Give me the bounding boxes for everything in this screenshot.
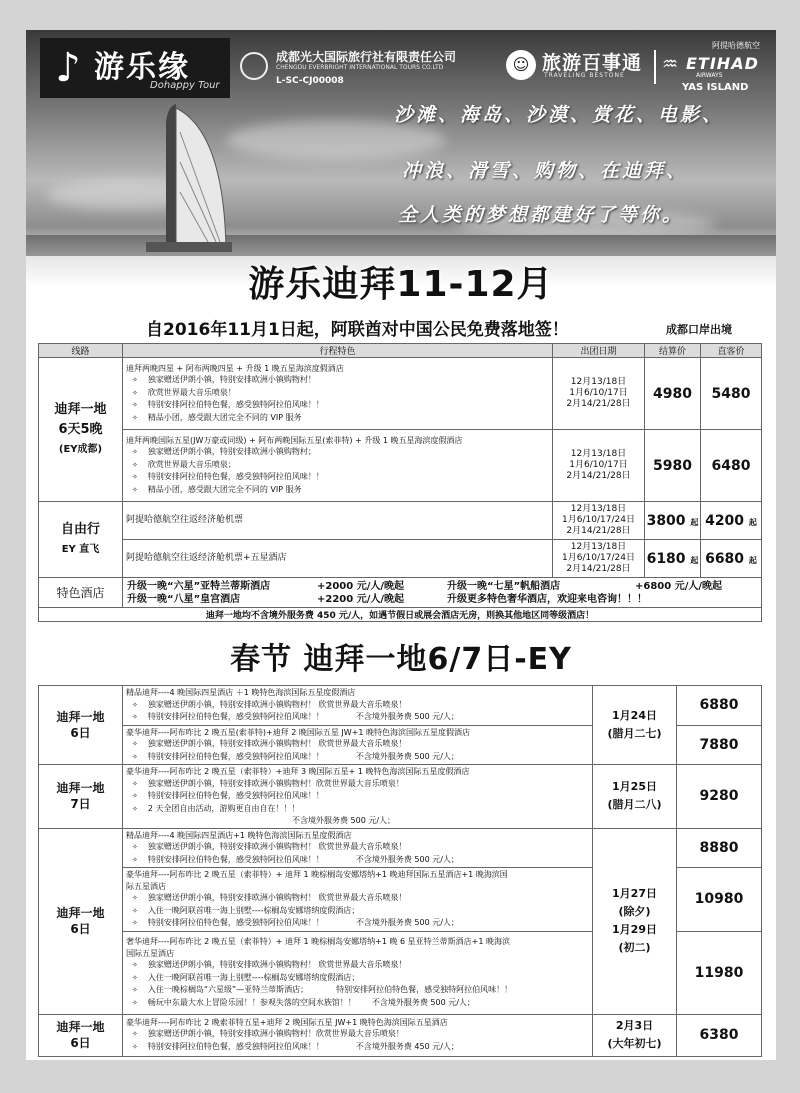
settle-price: 5980	[645, 430, 701, 502]
price-unit: 起	[748, 555, 757, 565]
route-days: 6日	[70, 726, 91, 740]
main-title: 游乐迪拜11-12月	[248, 264, 554, 305]
hotel-option: 升级更多特色奢华酒店，欢迎来电咨询！！！	[447, 593, 647, 605]
date-line: 1月6/10/17日	[569, 388, 628, 398]
slogan-line: 冲浪、滑雪、购物、在迪拜、	[402, 160, 689, 182]
route-cell	[39, 358, 123, 502]
itinerary-bullet: ✧ 特别安排阿拉伯特色餐，感受独特阿拉伯风味！！	[126, 399, 549, 412]
itinerary-bullet: ✧ 特别安排阿拉伯特色餐，感受独特阿拉伯风味！！ 不含境外服务费 500 元/人；	[126, 854, 589, 867]
table-row	[39, 828, 762, 868]
itinerary-bullet: ✧ 独家赠送伊朗小镇，特别安排欧洲小镇购物村！ 欣赏世界最大音乐喷泉！	[126, 841, 589, 854]
date-line: (除夕)	[618, 905, 651, 918]
package-price: 8880	[677, 828, 762, 868]
settle-price	[645, 502, 701, 540]
departure-tag: 成都口岸出境	[666, 323, 732, 336]
package-price: 11980	[677, 931, 762, 1014]
price-unit: 起	[690, 517, 699, 527]
date-line: 12月13/18日	[570, 504, 627, 514]
itinerary-bullet: ✧ 独家赠送伊朗小镇，特别安排欧洲小镇购物村！欣赏世界最大音乐喷泉！	[126, 778, 589, 791]
spring-festival-title: 春节 迪拜一地6/7日-EY	[230, 642, 572, 677]
dates-cell	[593, 1014, 677, 1056]
itinerary-note: 不含境外服务费 500 元/人；	[132, 816, 396, 825]
itinerary-bullet: ✧ 畅玩中东最大水上冒险乐园！！参观失落的空间水族馆！！ 不含境外服务费 500 元/人；	[126, 997, 589, 1010]
table-row	[39, 540, 762, 578]
itinerary-cell	[123, 868, 593, 932]
package-price: 10980	[677, 868, 762, 932]
etihad-name: ETIHAD	[686, 54, 759, 73]
etihad-emblem-icon: ♒	[662, 54, 679, 75]
agency-english-name: CHENGDU EVERBRIGHT INTERNATIONAL TOURS CO.LTD	[276, 64, 444, 71]
slogan-line: 沙滩、海岛、沙漠、赏花、电影、	[394, 104, 725, 126]
itinerary-title: 迪拜两晚四星 + 阿布两晚四星 + 升级 1 晚五星海滨度假酒店	[126, 363, 344, 373]
route-cell	[39, 502, 123, 578]
hotel-price: +2200 元/人/晚起	[317, 593, 404, 605]
itinerary-cell: 阿提哈德航空往返经济舱机票+五星酒店	[123, 540, 553, 578]
itinerary-bullet: ✧ 独家赠送伊朗小镇，特别安排欧洲小镇购物村！ 欣赏世界最大音乐喷泉！	[126, 959, 589, 972]
route-cell	[39, 828, 123, 1014]
date-line: 1月6/10/17/24日	[562, 515, 635, 525]
dubai-nov-dec-table	[38, 343, 762, 622]
table-row	[39, 502, 762, 540]
itinerary-cell	[123, 1014, 593, 1056]
table-row	[39, 608, 762, 622]
price-unit: 起	[748, 517, 757, 527]
itinerary-title: 精品迪拜----4 晚国际四星酒店+1 晚特色海滨国际五星度假酒店	[126, 830, 352, 840]
hotel-label: 特色酒店	[39, 578, 123, 608]
itinerary-title: 豪华迪拜----阿布咋比 2 晚五星（索菲特）+ 迪拜 1 晚棕榈岛安娜塔纳+1 晚迪拜国际五星酒店+1 晚海滨国	[126, 870, 508, 879]
itinerary-bullet: ✧ 入住一晚阿联首唯一海上别墅----棕榈岛安娜塔纳度假酒店；	[126, 905, 589, 918]
route-name: 迪拜一地	[54, 401, 107, 417]
itinerary-bullet: ✧ 特别安排阿拉伯特色餐，感受独特阿拉伯风味！！ 不含境外服务费 450 元/人；	[126, 1041, 589, 1054]
direct-price	[701, 540, 762, 578]
route-cell	[39, 686, 123, 765]
itinerary-bullet: ✧ 独家赠送伊朗小镇，特别安排欧洲小镇购物村！	[126, 374, 549, 387]
settle-price	[645, 540, 701, 578]
route-code: EY 直飞	[61, 543, 100, 555]
itinerary-title: 精品迪拜----4 晚国际四星酒店 ＋1 晚特色海滨国际五星度假酒店	[126, 688, 356, 697]
itinerary-cell	[123, 430, 553, 502]
date-line: 2月14/21/28日	[566, 526, 631, 536]
settle-price: 4980	[645, 358, 701, 430]
itinerary-bullet: ✧ 欣赏世界最大音乐喷泉！	[126, 387, 549, 400]
divider	[654, 50, 656, 84]
itinerary-title: 迪拜两晚国际五星(JW万豪或同级) + 阿布两晚国际五星(索菲特) + 升级 1 晚五星海滨度假酒店	[126, 435, 463, 445]
price-value: 4200	[705, 512, 745, 529]
header-settle-price: 结算价	[645, 344, 701, 358]
date-line: (腊月二八)	[607, 798, 662, 812]
itinerary-bullet: ✧ 特别安排阿拉伯特色餐，感受独特阿拉伯风味！！	[126, 790, 589, 803]
itinerary-bullet: ✧ 独家赠送伊朗小镇，特别安排欧洲小镇购物村；	[126, 446, 549, 459]
date-line: 12月13/18日	[570, 542, 627, 552]
spring-festival-table	[38, 685, 762, 1057]
table-row	[39, 578, 762, 608]
footnote: 迪拜一地均不含境外服务费 450 元/人，如遇节假日或展会酒店无房，则换其他地区同等级酒店！	[39, 608, 762, 622]
date-line: (大年初七)	[607, 1037, 662, 1050]
dates-cell	[553, 358, 645, 430]
visa-subtitle: 自2016年11月1日起，阿联酋对中国公民免费落地签！	[146, 320, 569, 340]
travel-bestone-icon: ☺	[506, 50, 536, 80]
price-value: 6680	[705, 550, 745, 567]
hotel-row	[127, 580, 757, 593]
logo-text: 游乐缘	[94, 50, 190, 85]
header-route: 线路	[39, 344, 123, 358]
itinerary-bullet: ✧ 精品小团，感受跟大团完全不同的 VIP 服务	[126, 484, 549, 497]
itinerary-bullet: ✧ 独家赠送伊朗小镇，特别安排欧洲小镇购物村！ 欣赏世界最大音乐喷泉！	[126, 738, 589, 751]
itinerary-cell	[123, 358, 553, 430]
itinerary-title: 豪华迪拜----阿布咋比 2 晚五星（索菲特）+迪拜 3 晚国际五星+ 1 晚特色海滨国际五星度假酒店	[126, 767, 470, 776]
hotel-row	[127, 593, 757, 606]
itinerary-bullet: ✧ 独家赠送伊朗小镇，特别安排欧洲小镇购物村！ 欣赏世界最大音乐喷泉！	[126, 892, 589, 905]
itinerary-bullet: ✧ 特别安排阿拉伯特色餐，感受独特阿拉伯风味！！ 不含境外服务费 500 元/人；	[126, 711, 589, 724]
route-name: 迪拜一地	[56, 906, 105, 920]
direct-price: 5480	[701, 358, 762, 430]
dates-cell	[553, 540, 645, 578]
itinerary-cell	[123, 686, 593, 726]
route-name: 迪拜一地	[56, 1020, 105, 1034]
table-row	[39, 1014, 762, 1056]
itinerary-cell	[123, 725, 593, 765]
itinerary-bullet: ✧ 特别安排阿拉伯特色餐，感受独特阿拉伯风味！！	[126, 471, 549, 484]
table-row	[39, 430, 762, 502]
itinerary-bullet: ✧ 精品小团，感受跟大团完全不同的 VIP 服务	[126, 412, 549, 425]
date-line: 1月25日	[612, 780, 657, 794]
table-row	[39, 358, 762, 430]
table-header	[39, 344, 762, 358]
itinerary-bullet: ✧ 独家赠送伊朗小镇，特别安排欧洲小镇购物村！ 欣赏世界最大音乐喷泉！	[126, 699, 589, 712]
dates-cell	[593, 686, 677, 765]
burj-al-arab-icon	[146, 102, 232, 252]
agency-license: L-SC-CJ00008	[276, 76, 344, 86]
hotel-price: +6800 元/人/晚起	[635, 580, 722, 592]
route-days: 6日	[70, 922, 91, 936]
date-line: 2月14/21/28日	[566, 471, 631, 481]
hotel-option: 升级一晚“八星”皇宫酒店	[127, 593, 241, 605]
travel-bestone-en: TRAVELING BESTONE	[544, 72, 625, 79]
header-features: 行程特色	[123, 344, 553, 358]
agency-name: 成都光大国际旅行社有限责任公司	[276, 50, 457, 64]
itinerary-bullet: ✧ 独家赠送伊朗小镇，特别安排欧洲小镇购物村！欣赏世界最大音乐喷泉！	[126, 1028, 589, 1041]
itinerary-bullet: ✧ 入住一晚阿联首唯一海上别墅----棕榈岛安娜塔纳度假酒店；	[126, 972, 589, 985]
itinerary-title: 豪华迪拜----阿布咋比 2 晚索菲特五星+迪拜 2 晚国际五星 JW+1 晚特色海滨国际五星酒店	[126, 1017, 448, 1027]
slogan-line: 全人类的梦想都建好了等你。	[398, 204, 685, 226]
itinerary-cell: 阿提哈德航空往返经济舱机票	[123, 502, 553, 540]
itinerary-cell	[123, 828, 593, 868]
package-price: 6380	[677, 1014, 762, 1056]
date-line: 12月13/18日	[570, 449, 627, 459]
route-days: 7日	[70, 797, 91, 812]
price-unit: 起	[690, 555, 699, 565]
route-days: 6日	[70, 1036, 91, 1050]
date-line: 1月29日	[612, 923, 657, 936]
date-line: 2月3日	[615, 1019, 654, 1032]
yas-island: YAS ISLAND	[682, 82, 749, 93]
itinerary-bullet: ✧ 欣赏世界最大音乐喷泉；	[126, 459, 549, 472]
header-dates: 出团日期	[553, 344, 645, 358]
itinerary-title: 际五星酒店	[126, 881, 166, 891]
itinerary-bullet: ✧ 2 天全团自由活动，游购更自由自在！！！	[126, 803, 589, 816]
date-line: 12月13/18日	[570, 377, 627, 387]
itinerary-cell	[123, 765, 593, 829]
hotel-option: 升级一晚“七星”帆船酒店	[447, 580, 561, 592]
travel-bestone-name: 旅游百事通	[542, 52, 643, 74]
package-price: 7880	[677, 725, 762, 765]
itinerary-cell	[123, 931, 593, 1014]
direct-price	[701, 502, 762, 540]
route-cell	[39, 765, 123, 829]
package-price: 9280	[677, 765, 762, 829]
banner	[26, 30, 776, 288]
date-line: (初二)	[618, 941, 651, 954]
itinerary-bullet: ✧ 特别安排阿拉伯特色餐，感受独特阿拉伯风味！！ 不含境外服务费 500 元/人；	[126, 917, 589, 930]
route-name: 迪拜一地	[56, 710, 105, 724]
itinerary-bullet: ✧ 入住一晚棕榈岛“六星级”—亚特兰蒂斯酒店； 特别安排阿拉伯特色餐，感受独特阿拉伯风味！！	[126, 984, 589, 997]
date-line: 2月14/21/28日	[566, 564, 631, 574]
dates-cell	[593, 828, 677, 1014]
date-line: 1月6/10/17/24日	[562, 553, 635, 563]
header-direct-price: 直客价	[701, 344, 762, 358]
brand-logo	[40, 38, 230, 98]
date-line: (腊月二七)	[607, 727, 662, 740]
dates-cell	[553, 430, 645, 502]
route-code: (EY成都)	[58, 443, 103, 455]
date-line: 2月14/21/28日	[566, 399, 631, 409]
kokopelli-icon: ♪	[55, 45, 81, 91]
table-row	[39, 765, 762, 829]
table-row	[39, 686, 762, 726]
logo-subtitle: Dohappy Tour	[150, 80, 220, 91]
route-name: 迪拜一地	[56, 781, 105, 796]
itinerary-title: 国际五星酒店	[126, 948, 174, 958]
date-line: 1月6/10/17日	[569, 460, 628, 470]
route-name: 自由行	[60, 521, 100, 537]
date-line: 1月24日	[612, 709, 657, 722]
itinerary-bullet: ✧ 特别安排阿拉伯特色餐，感受独特阿拉伯风味！！ 不含境外服务费 500 元/人；	[126, 751, 589, 764]
itinerary-title: 奢华迪拜----阿布咋比 2 晚五星（索菲特）+ 迪拜 1 晚棕榈岛安娜塔纳+1 晚 6 星亚特兰蒂斯酒店+1 晚海滨	[126, 937, 510, 946]
itinerary-title: 豪华迪拜----阿布咋比 2 晚五星(索菲特)+迪拜 2 晚国际五星 JW+1 晚特色海滨国际五星度假酒店	[126, 727, 470, 737]
route-cell	[39, 1014, 123, 1056]
price-value: 3800	[646, 512, 686, 529]
agency-logo-icon	[240, 52, 268, 80]
etihad-chinese-name: 阿提哈德航空	[712, 41, 760, 50]
route-days: 6天5晚	[58, 421, 103, 437]
dates-cell	[553, 502, 645, 540]
poster-page	[26, 30, 776, 1060]
etihad-airways: AIRWAYS	[696, 72, 723, 79]
hotel-option: 升级一晚“六星”亚特兰蒂斯酒店	[127, 580, 271, 592]
direct-price: 6480	[701, 430, 762, 502]
price-value: 6180	[646, 550, 686, 567]
package-price: 6880	[677, 686, 762, 726]
hotel-price: +2000 元/人/晚起	[317, 580, 404, 592]
dates-cell	[593, 765, 677, 829]
hotel-upgrades	[123, 578, 762, 608]
date-line: 1月27日	[612, 887, 657, 900]
